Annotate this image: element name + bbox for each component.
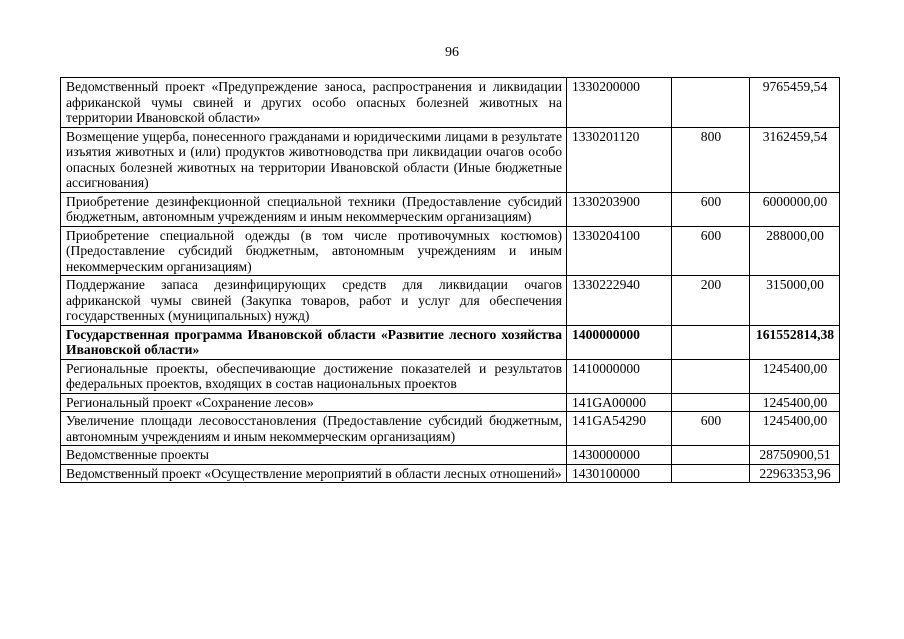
row-csr-cell: 1410000000 [567, 359, 672, 393]
row-name-cell: Приобретение специальной одежды (в том числе противочумных костюмов) (Предоставление субсидий бюджетным, автономным учреждениям и иным некоммерческим организациям) [61, 226, 567, 276]
table-row [61, 127, 840, 192]
row-csr-cell: 1400000000 [567, 325, 672, 359]
row-vr-cell: 200 [672, 276, 750, 326]
budget-table-body [61, 78, 840, 483]
row-vr-cell [672, 325, 750, 359]
table-row [61, 393, 840, 412]
row-sum-cell: 161552814,38 [750, 325, 840, 359]
row-name-cell: Возмещение ущерба, понесенного гражданами и юридическими лицами в результате изъятия животных и (или) продуктов животноводства при ликвидации очагов особо опасных болезней животных на территории Ивановской области (Иные бюджетные ассигнования) [61, 127, 567, 192]
row-sum-cell: 28750900,51 [750, 446, 840, 465]
table-row [61, 446, 840, 465]
row-vr-cell: 800 [672, 127, 750, 192]
table-row [61, 78, 840, 128]
row-vr-cell [672, 446, 750, 465]
row-csr-cell: 1330204100 [567, 226, 672, 276]
row-csr-cell: 1330201120 [567, 127, 672, 192]
page-number: 96 [445, 45, 459, 60]
row-name-cell: Приобретение дезинфекционной специальной техники (Предоставление субсидий бюджетным, автономным учреждениям и иным некоммерческим организациям) [61, 192, 567, 226]
row-sum-cell: 6000000,00 [750, 192, 840, 226]
row-sum-cell: 288000,00 [750, 226, 840, 276]
row-csr-cell: 1430100000 [567, 464, 672, 483]
row-csr-cell: 141GA54290 [567, 412, 672, 446]
row-vr-cell: 600 [672, 412, 750, 446]
row-csr-cell: 141GA00000 [567, 393, 672, 412]
table-row [61, 192, 840, 226]
row-name-cell: Ведомственный проект «Предупреждение заноса, распространения и ликвидации африканской чумы свиней и других особо опасных болезней животных на территории Ивановской области» [61, 78, 567, 128]
row-sum-cell: 315000,00 [750, 276, 840, 326]
row-name-cell: Поддержание запаса дезинфицирующих средств для ликвидации очагов африканской чумы свиней (Закупка товаров, работ и услуг для обеспечения государственных (муниципальных) нужд) [61, 276, 567, 326]
budget-table [60, 77, 840, 483]
table-row [61, 359, 840, 393]
row-name-cell: Государственная программа Ивановской области «Развитие лесного хозяйства Ивановской области» [61, 325, 567, 359]
row-vr-cell [672, 393, 750, 412]
row-vr-cell [672, 78, 750, 128]
table-row [61, 226, 840, 276]
row-sum-cell: 1245400,00 [750, 393, 840, 412]
table-row [61, 464, 840, 483]
table-row [61, 412, 840, 446]
row-name-cell: Ведомственный проект «Осуществление мероприятий в области лесных отношений» [61, 464, 567, 483]
row-name-cell: Региональные проекты, обеспечивающие достижение показателей и результатов федеральных проектов, входящих в состав национальных проектов [61, 359, 567, 393]
row-name-cell: Ведомственные проекты [61, 446, 567, 465]
row-sum-cell: 9765459,54 [750, 78, 840, 128]
row-csr-cell: 1430000000 [567, 446, 672, 465]
table-row [61, 325, 840, 359]
row-sum-cell: 3162459,54 [750, 127, 840, 192]
row-name-cell: Региональный проект «Сохранение лесов» [61, 393, 567, 412]
row-vr-cell [672, 359, 750, 393]
row-vr-cell: 600 [672, 192, 750, 226]
row-vr-cell: 600 [672, 226, 750, 276]
row-csr-cell: 1330200000 [567, 78, 672, 128]
row-csr-cell: 1330203900 [567, 192, 672, 226]
row-csr-cell: 1330222940 [567, 276, 672, 326]
row-vr-cell [672, 464, 750, 483]
row-sum-cell: 1245400,00 [750, 359, 840, 393]
row-sum-cell: 1245400,00 [750, 412, 840, 446]
table-row [61, 276, 840, 326]
row-sum-cell: 22963353,96 [750, 464, 840, 483]
row-name-cell: Увеличение площади лесовосстановления (Предоставление субсидий бюджетным, автономным учреждениям и иным некоммерческим организациям) [61, 412, 567, 446]
